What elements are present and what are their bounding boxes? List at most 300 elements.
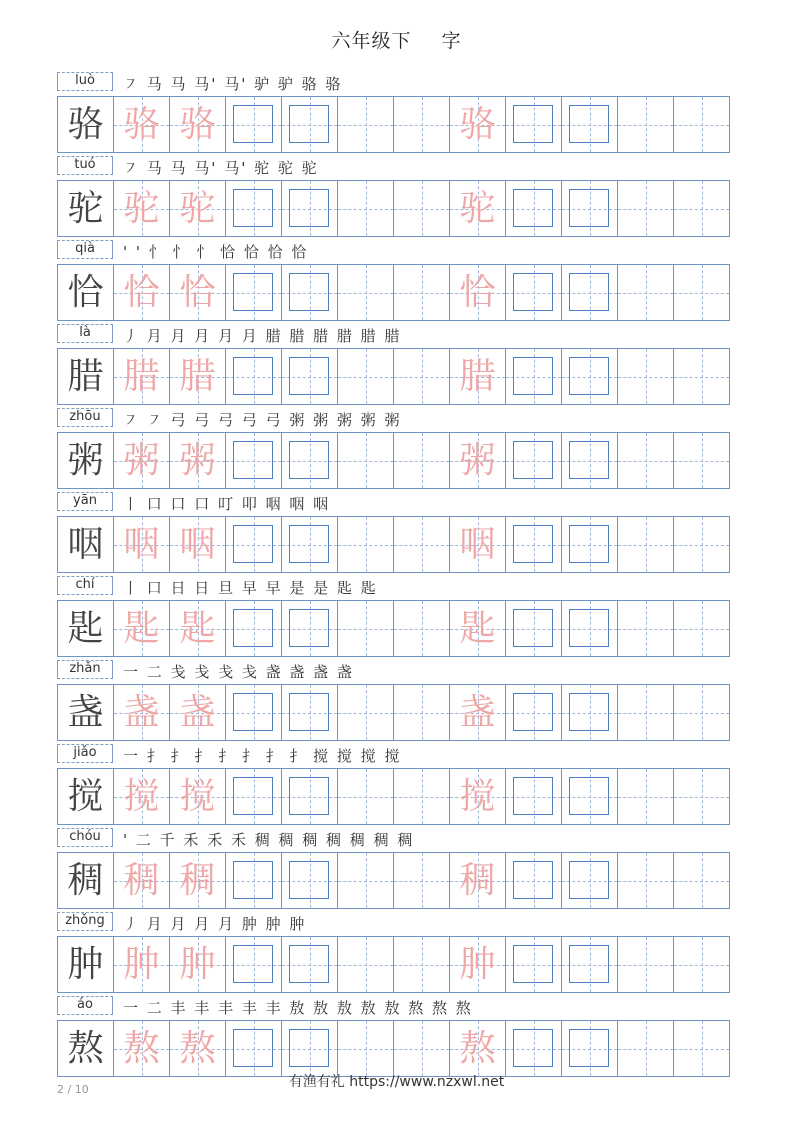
boxed-practice-cell[interactable]	[225, 517, 281, 572]
character-grid	[57, 852, 730, 909]
inner-box	[569, 525, 609, 563]
boxed-practice-cell[interactable]	[505, 433, 561, 488]
character-grid	[57, 1020, 730, 1077]
boxed-practice-cell[interactable]	[561, 265, 617, 320]
character-grid	[57, 264, 730, 321]
practice-cell[interactable]	[673, 769, 730, 824]
trace-character: 恰	[123, 272, 160, 313]
inner-box	[233, 1029, 273, 1067]
practice-row	[57, 70, 730, 154]
trace-character-cell[interactable]	[169, 517, 225, 572]
trace-character: 熬	[459, 1028, 496, 1069]
trace-character-cell[interactable]	[449, 349, 505, 404]
trace-character-cell[interactable]	[113, 1021, 169, 1076]
trace-character-cell[interactable]	[449, 517, 505, 572]
stroke-order: ㇇ 马 马 马' 马' 驴 驴 骆 骆	[123, 75, 343, 93]
character-grid	[57, 516, 730, 573]
boxed-practice-cell[interactable]	[281, 1021, 337, 1076]
inner-box	[513, 1029, 553, 1067]
trace-character: 匙	[459, 608, 496, 649]
practice-row	[57, 574, 730, 658]
practice-cell[interactable]	[337, 181, 393, 236]
practice-cell[interactable]	[617, 181, 673, 236]
inner-box	[233, 441, 273, 479]
boxed-practice-cell[interactable]	[281, 769, 337, 824]
model-character-cell	[57, 517, 113, 572]
trace-character: 驼	[459, 188, 496, 229]
inner-box	[513, 105, 553, 143]
practice-cell[interactable]	[337, 433, 393, 488]
trace-character: 腊	[179, 356, 216, 397]
boxed-practice-cell[interactable]	[505, 853, 561, 908]
practice-cell[interactable]	[393, 517, 449, 572]
title-suffix: 字	[441, 30, 462, 52]
stroke-order: 一 二 丰 丰 丰 丰 丰 敖 敖 敖 敖 敖 熬 熬 熬	[123, 999, 473, 1017]
inner-box	[569, 1029, 609, 1067]
trace-character-cell[interactable]	[449, 265, 505, 320]
boxed-practice-cell[interactable]	[561, 769, 617, 824]
model-character: 稠	[67, 860, 104, 901]
trace-character-cell[interactable]	[113, 349, 169, 404]
stroke-order: 丿 月 月 月 月 肿 肿 肿	[123, 915, 307, 933]
stroke-order: 丨 口 日 日 旦 早 早 是 是 匙 匙	[123, 579, 378, 597]
trace-character-cell[interactable]	[169, 769, 225, 824]
inner-box	[289, 1029, 329, 1067]
model-character: 熬	[67, 1028, 104, 1069]
model-character: 驼	[67, 188, 104, 229]
trace-character: 盏	[179, 692, 216, 733]
inner-box	[513, 525, 553, 563]
boxed-practice-cell[interactable]	[225, 937, 281, 992]
practice-cell[interactable]	[393, 769, 449, 824]
boxed-practice-cell[interactable]	[225, 853, 281, 908]
boxed-practice-cell[interactable]	[225, 349, 281, 404]
character-grid	[57, 96, 730, 153]
model-character: 搅	[67, 776, 104, 817]
trace-character-cell[interactable]	[169, 1021, 225, 1076]
trace-character: 匙	[179, 608, 216, 649]
boxed-practice-cell[interactable]	[281, 433, 337, 488]
practice-cell[interactable]	[393, 349, 449, 404]
practice-row	[57, 322, 730, 406]
practice-row	[57, 994, 730, 1078]
practice-cell[interactable]	[617, 937, 673, 992]
pinyin-line	[57, 70, 730, 95]
practice-cell[interactable]	[393, 937, 449, 992]
trace-character-cell[interactable]	[449, 685, 505, 740]
practice-cell[interactable]	[337, 97, 393, 152]
trace-character-cell[interactable]	[449, 937, 505, 992]
boxed-practice-cell[interactable]	[505, 601, 561, 656]
inner-box	[569, 357, 609, 395]
inner-box	[233, 189, 273, 227]
practice-row	[57, 238, 730, 322]
practice-cell[interactable]	[337, 937, 393, 992]
model-character-cell	[57, 349, 113, 404]
model-character: 腊	[67, 356, 104, 397]
pinyin-line	[57, 826, 730, 851]
boxed-practice-cell[interactable]	[505, 265, 561, 320]
pinyin-line	[57, 154, 730, 179]
inner-box	[569, 945, 609, 983]
practice-cell[interactable]	[393, 853, 449, 908]
boxed-practice-cell[interactable]	[225, 685, 281, 740]
boxed-practice-cell[interactable]	[561, 433, 617, 488]
trace-character: 肿	[459, 944, 496, 985]
practice-cell[interactable]	[393, 601, 449, 656]
boxed-practice-cell[interactable]	[561, 1021, 617, 1076]
trace-character: 粥	[123, 440, 160, 481]
practice-cell[interactable]	[617, 1021, 673, 1076]
character-grid	[57, 684, 730, 741]
inner-box	[289, 777, 329, 815]
inner-box	[569, 609, 609, 647]
trace-character-cell[interactable]	[449, 769, 505, 824]
trace-character-cell[interactable]	[169, 181, 225, 236]
trace-character: 腊	[459, 356, 496, 397]
character-grid	[57, 768, 730, 825]
boxed-practice-cell[interactable]	[505, 937, 561, 992]
trace-character-cell[interactable]	[113, 685, 169, 740]
inner-box	[513, 357, 553, 395]
trace-character-cell[interactable]	[113, 97, 169, 152]
practice-cell[interactable]	[617, 769, 673, 824]
pinyin-text: áo	[77, 997, 93, 1012]
pinyin-line	[57, 238, 730, 263]
trace-character: 骆	[459, 104, 496, 145]
boxed-practice-cell[interactable]	[281, 181, 337, 236]
boxed-practice-cell[interactable]	[561, 181, 617, 236]
inner-box	[569, 777, 609, 815]
trace-character: 骆	[123, 104, 160, 145]
practice-cell[interactable]	[673, 97, 730, 152]
pinyin-text: là	[79, 325, 91, 340]
trace-character-cell[interactable]	[169, 349, 225, 404]
stroke-order: ' ' 忄 忄 忄 恰 恰 恰 恰	[123, 243, 309, 261]
inner-box	[233, 693, 273, 731]
title-main: 六年级下	[331, 30, 412, 52]
practice-cell[interactable]	[617, 853, 673, 908]
trace-character-cell[interactable]	[113, 769, 169, 824]
practice-cell[interactable]	[673, 1021, 730, 1076]
practice-cell[interactable]	[673, 181, 730, 236]
trace-character-cell[interactable]	[113, 853, 169, 908]
trace-character: 恰	[179, 272, 216, 313]
trace-character-cell[interactable]	[449, 1021, 505, 1076]
trace-character-cell[interactable]	[169, 937, 225, 992]
practice-cell[interactable]	[337, 517, 393, 572]
pinyin-text: jiǎo	[73, 745, 97, 760]
inner-box	[233, 273, 273, 311]
practice-row	[57, 490, 730, 574]
trace-character: 稠	[123, 860, 160, 901]
trace-character: 搅	[179, 776, 216, 817]
character-grid	[57, 936, 730, 993]
character-grid	[57, 180, 730, 237]
boxed-practice-cell[interactable]	[281, 937, 337, 992]
trace-character: 搅	[123, 776, 160, 817]
pinyin-line	[57, 742, 730, 767]
boxed-practice-cell[interactable]	[281, 685, 337, 740]
trace-character: 恰	[459, 272, 496, 313]
inner-box	[233, 609, 273, 647]
boxed-practice-cell[interactable]	[505, 517, 561, 572]
boxed-practice-cell[interactable]	[281, 601, 337, 656]
pinyin-text: yān	[73, 493, 97, 508]
practice-cell[interactable]	[673, 853, 730, 908]
trace-character: 腊	[123, 356, 160, 397]
boxed-practice-cell[interactable]	[225, 265, 281, 320]
practice-cell[interactable]	[617, 349, 673, 404]
inner-box	[233, 525, 273, 563]
boxed-practice-cell[interactable]	[225, 433, 281, 488]
inner-box	[569, 693, 609, 731]
boxed-practice-cell[interactable]	[561, 97, 617, 152]
pinyin-line	[57, 994, 730, 1019]
boxed-practice-cell[interactable]	[281, 265, 337, 320]
trace-character-cell[interactable]	[449, 601, 505, 656]
trace-character: 咽	[123, 524, 160, 565]
practice-cell[interactable]	[673, 433, 730, 488]
footer-site[interactable]: 有渔有礼 https://www.nzxwl.net	[288, 1074, 505, 1090]
practice-row	[57, 826, 730, 910]
model-character-cell	[57, 853, 113, 908]
model-character-cell	[57, 937, 113, 992]
trace-character: 驼	[123, 188, 160, 229]
trace-character-cell[interactable]	[169, 97, 225, 152]
inner-box	[569, 861, 609, 899]
inner-box	[233, 105, 273, 143]
boxed-practice-cell[interactable]	[561, 853, 617, 908]
boxed-practice-cell[interactable]	[225, 97, 281, 152]
practice-cell[interactable]	[673, 685, 730, 740]
practice-cell[interactable]	[673, 937, 730, 992]
boxed-practice-cell[interactable]	[561, 349, 617, 404]
boxed-practice-cell[interactable]	[225, 1021, 281, 1076]
practice-cell[interactable]	[673, 517, 730, 572]
practice-cell[interactable]	[617, 685, 673, 740]
pinyin-text: tuó	[74, 157, 96, 172]
page-number: 2 / 10	[57, 1083, 89, 1096]
inner-box	[233, 357, 273, 395]
practice-row	[57, 910, 730, 994]
trace-character: 盏	[459, 692, 496, 733]
trace-character-cell[interactable]	[449, 433, 505, 488]
trace-character: 熬	[179, 1028, 216, 1069]
practice-cell[interactable]	[617, 601, 673, 656]
boxed-practice-cell[interactable]	[505, 685, 561, 740]
inner-box	[289, 357, 329, 395]
practice-cell[interactable]	[393, 685, 449, 740]
pinyin-line	[57, 910, 730, 935]
character-grid	[57, 600, 730, 657]
trace-character: 熬	[123, 1028, 160, 1069]
trace-character-cell[interactable]	[113, 265, 169, 320]
inner-box	[289, 861, 329, 899]
page-title	[0, 26, 793, 53]
inner-box	[513, 945, 553, 983]
boxed-practice-cell[interactable]	[225, 601, 281, 656]
practice-row	[57, 658, 730, 742]
trace-character: 稠	[179, 860, 216, 901]
pinyin-line	[57, 574, 730, 599]
pinyin-line	[57, 322, 730, 347]
trace-character-cell[interactable]	[449, 181, 505, 236]
trace-character: 稠	[459, 860, 496, 901]
inner-box	[569, 105, 609, 143]
writing-sheet	[57, 70, 730, 1078]
model-character-cell	[57, 433, 113, 488]
practice-cell[interactable]	[617, 97, 673, 152]
practice-cell[interactable]	[673, 349, 730, 404]
boxed-practice-cell[interactable]	[281, 853, 337, 908]
trace-character: 咽	[179, 524, 216, 565]
trace-character-cell[interactable]	[113, 601, 169, 656]
boxed-practice-cell[interactable]	[505, 181, 561, 236]
boxed-practice-cell[interactable]	[505, 769, 561, 824]
model-character: 粥	[67, 440, 104, 481]
trace-character-cell[interactable]	[169, 853, 225, 908]
model-character: 恰	[67, 272, 104, 313]
boxed-practice-cell[interactable]	[281, 517, 337, 572]
model-character: 肿	[67, 944, 104, 985]
practice-cell[interactable]	[337, 601, 393, 656]
pinyin-text: zhǎn	[69, 661, 101, 676]
practice-row	[57, 742, 730, 826]
practice-cell[interactable]	[393, 97, 449, 152]
character-grid	[57, 432, 730, 489]
boxed-practice-cell[interactable]	[561, 685, 617, 740]
boxed-practice-cell[interactable]	[561, 517, 617, 572]
inner-box	[513, 441, 553, 479]
trace-character-cell[interactable]	[449, 97, 505, 152]
trace-character-cell[interactable]	[169, 265, 225, 320]
model-character-cell	[57, 97, 113, 152]
boxed-practice-cell[interactable]	[561, 601, 617, 656]
pinyin-text: zhǒng	[65, 913, 105, 928]
practice-cell[interactable]	[393, 265, 449, 320]
stroke-order: ' 二 千 禾 禾 禾 稠 稠 稠 稠 稠 稠 稠	[123, 831, 415, 849]
trace-character: 粥	[459, 440, 496, 481]
inner-box	[513, 777, 553, 815]
inner-box	[289, 693, 329, 731]
boxed-practice-cell[interactable]	[505, 349, 561, 404]
inner-box	[289, 441, 329, 479]
pinyin-line	[57, 490, 730, 515]
practice-cell[interactable]	[617, 265, 673, 320]
inner-box	[513, 273, 553, 311]
practice-cell[interactable]	[393, 1021, 449, 1076]
inner-box	[513, 693, 553, 731]
inner-box	[569, 189, 609, 227]
trace-character-cell[interactable]	[113, 181, 169, 236]
trace-character-cell[interactable]	[113, 937, 169, 992]
trace-character-cell[interactable]	[169, 685, 225, 740]
trace-character-cell[interactable]	[113, 433, 169, 488]
boxed-practice-cell[interactable]	[225, 181, 281, 236]
model-character-cell	[57, 1021, 113, 1076]
boxed-practice-cell[interactable]	[505, 1021, 561, 1076]
practice-cell[interactable]	[617, 433, 673, 488]
trace-character: 驼	[179, 188, 216, 229]
pinyin-text: qià	[75, 241, 95, 256]
trace-character: 匙	[123, 608, 160, 649]
boxed-practice-cell[interactable]	[561, 937, 617, 992]
stroke-order: ㇇ ㇇ 弓 弓 弓 弓 弓 粥 粥 粥 粥 粥	[123, 411, 402, 429]
inner-box	[289, 189, 329, 227]
boxed-practice-cell[interactable]	[225, 769, 281, 824]
model-character-cell	[57, 601, 113, 656]
inner-box	[233, 945, 273, 983]
practice-row	[57, 154, 730, 238]
pinyin-text: luò	[75, 73, 95, 88]
model-character: 盏	[67, 692, 104, 733]
inner-box	[289, 609, 329, 647]
practice-cell[interactable]	[337, 265, 393, 320]
pinyin-text: chóu	[69, 829, 101, 844]
trace-character: 搅	[459, 776, 496, 817]
trace-character-cell[interactable]	[449, 853, 505, 908]
stroke-order: 丿 月 月 月 月 月 腊 腊 腊 腊 腊 腊	[123, 327, 402, 345]
practice-cell[interactable]	[337, 853, 393, 908]
pinyin-line	[57, 658, 730, 683]
practice-cell[interactable]	[393, 433, 449, 488]
model-character-cell	[57, 769, 113, 824]
stroke-order: 一 二 戋 戋 戋 戋 盏 盏 盏 盏	[123, 663, 354, 681]
practice-cell[interactable]	[617, 517, 673, 572]
trace-character: 骆	[179, 104, 216, 145]
pinyin-text: chí	[75, 577, 95, 592]
practice-cell[interactable]	[337, 349, 393, 404]
practice-cell[interactable]	[673, 265, 730, 320]
model-character-cell	[57, 265, 113, 320]
stroke-order: ㇇ 马 马 马' 马' 驼 驼 驼	[123, 159, 319, 177]
inner-box	[289, 525, 329, 563]
stroke-order: 丨 口 口 口 叮 叩 咽 咽 咽	[123, 495, 331, 513]
inner-box	[233, 861, 273, 899]
inner-box	[569, 441, 609, 479]
practice-cell[interactable]	[337, 685, 393, 740]
practice-cell[interactable]	[673, 601, 730, 656]
inner-box	[289, 945, 329, 983]
trace-character-cell[interactable]	[113, 517, 169, 572]
trace-character-cell[interactable]	[169, 601, 225, 656]
model-character: 骆	[67, 104, 104, 145]
practice-cell[interactable]	[393, 181, 449, 236]
boxed-practice-cell[interactable]	[505, 97, 561, 152]
trace-character: 咽	[459, 524, 496, 565]
trace-character: 肿	[123, 944, 160, 985]
trace-character-cell[interactable]	[169, 433, 225, 488]
pinyin-line	[57, 406, 730, 431]
inner-box	[233, 777, 273, 815]
pinyin-text: zhōu	[69, 409, 101, 424]
model-character-cell	[57, 685, 113, 740]
model-character-cell	[57, 181, 113, 236]
boxed-practice-cell[interactable]	[281, 349, 337, 404]
practice-cell[interactable]	[337, 769, 393, 824]
trace-character: 肿	[179, 944, 216, 985]
stroke-order: 一 扌 扌 扌 扌 扌 扌 扌 搅 搅 搅 搅	[123, 747, 402, 765]
model-character: 匙	[67, 608, 104, 649]
inner-box	[289, 105, 329, 143]
practice-cell[interactable]	[337, 1021, 393, 1076]
model-character: 咽	[67, 524, 104, 565]
inner-box	[289, 273, 329, 311]
trace-character: 粥	[179, 440, 216, 481]
boxed-practice-cell[interactable]	[281, 97, 337, 152]
inner-box	[569, 273, 609, 311]
